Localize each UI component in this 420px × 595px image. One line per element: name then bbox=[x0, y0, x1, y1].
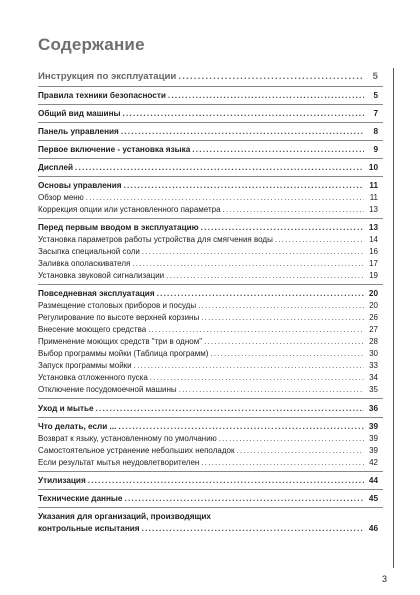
divider bbox=[38, 158, 383, 159]
toc-entry-title: Выбор программы мойки (Таблица программ) bbox=[38, 349, 209, 358]
toc-entry-first-line[interactable]: Указания для организаций, производящих bbox=[38, 512, 211, 521]
toc-leader bbox=[201, 223, 364, 232]
toc-entry-page: 45 bbox=[368, 494, 378, 503]
toc-entry-page: 20 bbox=[369, 301, 378, 310]
toc-entry[interactable] bbox=[38, 524, 378, 533]
toc-leader bbox=[204, 337, 364, 346]
toc-entry-page: 14 bbox=[369, 235, 378, 244]
toc-leader bbox=[192, 145, 364, 154]
toc-leader bbox=[134, 361, 364, 370]
divider bbox=[38, 417, 383, 418]
toc-entry[interactable] bbox=[38, 71, 378, 82]
toc-leader bbox=[275, 235, 364, 244]
toc-leader bbox=[150, 373, 364, 382]
toc-entry-title: Панель управления bbox=[38, 127, 119, 136]
toc-subentry[interactable] bbox=[38, 193, 378, 202]
toc-entry[interactable] bbox=[38, 289, 378, 298]
toc-entry-page: 5 bbox=[373, 91, 378, 100]
toc-entry-page: 27 bbox=[369, 325, 378, 334]
toc-leader bbox=[121, 127, 364, 136]
toc-entry-page: 19 bbox=[369, 271, 378, 280]
divider bbox=[38, 104, 383, 105]
divider bbox=[38, 471, 383, 472]
toc-entry-page: 35 bbox=[369, 385, 378, 394]
divider bbox=[38, 284, 383, 285]
toc-entry-page: 36 bbox=[368, 404, 378, 413]
toc-entry-page: 7 bbox=[373, 109, 378, 118]
toc-entry-page: 17 bbox=[369, 259, 378, 268]
toc-entry-title: Общий вид машины bbox=[38, 109, 121, 118]
toc-subentry[interactable] bbox=[38, 361, 378, 370]
toc-entry[interactable] bbox=[38, 223, 378, 232]
toc-subentry[interactable] bbox=[38, 313, 378, 322]
toc-leader bbox=[223, 205, 364, 214]
toc-entry-page: 42 bbox=[369, 458, 378, 467]
toc-entry-title: Обзор меню bbox=[38, 193, 84, 202]
toc-entry-title: Инструкция по эксплуатации bbox=[38, 71, 177, 82]
divider bbox=[38, 140, 383, 141]
divider bbox=[38, 218, 383, 219]
page-number: 3 bbox=[382, 574, 388, 584]
toc-entry[interactable] bbox=[38, 109, 378, 118]
toc-subentry[interactable] bbox=[38, 247, 378, 256]
toc-entry-page: 39 bbox=[369, 446, 378, 455]
toc-entry-title: Технические данные bbox=[38, 494, 123, 503]
toc-entry-title: Применение моющих средств "три в одном" bbox=[38, 337, 203, 346]
toc-entry-page: 46 bbox=[368, 524, 378, 533]
toc-leader bbox=[157, 289, 364, 298]
toc-subentry[interactable] bbox=[38, 235, 378, 244]
toc-entry-page: 11 bbox=[369, 181, 378, 190]
toc-entry-title: Внесение моющего средства bbox=[38, 325, 147, 334]
toc-leader bbox=[75, 163, 364, 172]
toc-entry-title: Размещение столовых приборов и посуды bbox=[38, 301, 197, 310]
toc-leader bbox=[179, 385, 364, 394]
toc-subentry[interactable] bbox=[38, 325, 378, 334]
toc-leader bbox=[198, 301, 364, 310]
toc-leader bbox=[148, 325, 364, 334]
toc-entry-page: 34 bbox=[369, 373, 378, 382]
toc-entry[interactable] bbox=[38, 145, 378, 154]
toc-entry-title: Дисплей bbox=[38, 163, 74, 172]
toc-leader bbox=[124, 494, 364, 503]
divider bbox=[38, 507, 383, 508]
toc-entry-title: контрольные испытания bbox=[38, 524, 140, 533]
toc-leader bbox=[142, 247, 364, 256]
toc-entry-title: Отключение посудомоечной машины bbox=[38, 385, 177, 394]
divider bbox=[38, 86, 383, 87]
toc-entry-title: Заливка ополаскивателя bbox=[38, 259, 131, 268]
toc-entry-title: Самостоятельное устранение небольших неполадок bbox=[38, 446, 235, 455]
toc-leader bbox=[201, 313, 364, 322]
toc-entry-page: 33 bbox=[369, 361, 378, 370]
toc-subentry[interactable] bbox=[38, 446, 378, 455]
toc-leader bbox=[142, 524, 364, 533]
toc-entry-page: 39 bbox=[369, 434, 378, 443]
divider bbox=[38, 489, 383, 490]
toc-leader bbox=[168, 91, 364, 100]
toc-entry-page: 20 bbox=[368, 289, 378, 298]
toc-entry-page: 13 bbox=[369, 205, 378, 214]
toc-entry-page: 16 bbox=[369, 247, 378, 256]
toc-entry-page: 9 bbox=[373, 145, 378, 154]
toc-subentry[interactable] bbox=[38, 205, 378, 214]
toc-leader bbox=[118, 422, 364, 431]
toc-entry-title: Что делать, если ... bbox=[38, 422, 117, 431]
toc-subentry[interactable] bbox=[38, 434, 378, 443]
page-title: Содержание bbox=[38, 35, 145, 54]
toc-leader bbox=[132, 259, 364, 268]
toc-entry-title: Коррекция опции или установленного параметра bbox=[38, 205, 221, 214]
toc-subentry[interactable] bbox=[38, 301, 378, 310]
toc-entry[interactable] bbox=[38, 404, 378, 413]
toc-leader bbox=[88, 476, 364, 485]
toc-leader bbox=[201, 458, 364, 467]
toc-entry-title: Установка звуковой сигнализации bbox=[38, 271, 165, 280]
toc-subentry[interactable] bbox=[38, 385, 378, 394]
toc-entry-title: Возврат к языку, установленному по умолчанию bbox=[38, 434, 217, 443]
toc-entry-title: Уход и мытье bbox=[38, 404, 94, 413]
toc-entry-title: Засыпка специальной соли bbox=[38, 247, 140, 256]
toc-leader bbox=[123, 109, 364, 118]
toc-entry[interactable] bbox=[38, 494, 378, 503]
toc-entry-page: 30 bbox=[369, 349, 378, 358]
toc-entry[interactable] bbox=[38, 91, 378, 100]
toc-entry[interactable] bbox=[38, 163, 378, 172]
divider bbox=[38, 176, 383, 177]
divider bbox=[38, 122, 383, 123]
toc-subentry[interactable] bbox=[38, 373, 378, 382]
toc-entry-title: Если результат мытья неудовлетворителен bbox=[38, 458, 200, 467]
toc-entry-title: Первое включение - установка языка bbox=[38, 145, 191, 154]
toc-entry-page: 13 bbox=[368, 223, 378, 232]
toc-entry-page: 11 bbox=[369, 193, 378, 202]
toc-leader bbox=[178, 71, 364, 82]
toc-entry[interactable] bbox=[38, 422, 378, 431]
toc-entry-page: 8 bbox=[373, 127, 378, 136]
toc-entry-page: 5 bbox=[372, 71, 378, 82]
toc-entry-title: Установка параметров работы устройства для смягчения воды bbox=[38, 235, 273, 244]
toc-entry[interactable] bbox=[38, 476, 378, 485]
toc-leader bbox=[166, 271, 364, 280]
toc-leader bbox=[96, 404, 364, 413]
toc-entry-title: Утилизация bbox=[38, 476, 86, 485]
toc-leader bbox=[219, 434, 364, 443]
vertical-rule bbox=[393, 68, 394, 568]
toc-entry-title: Установка отложенного пуска bbox=[38, 373, 148, 382]
toc-leader bbox=[124, 181, 364, 190]
toc-entry-title: Перед первым вводом в эксплуатацию bbox=[38, 223, 199, 232]
toc-entry-page: 26 bbox=[369, 313, 378, 322]
toc-entry-title: Правила техники безопасности bbox=[38, 91, 166, 100]
toc-leader bbox=[210, 349, 364, 358]
toc-entry-page: 39 bbox=[368, 422, 378, 431]
divider bbox=[38, 398, 383, 399]
toc-leader bbox=[86, 193, 364, 202]
toc-subentry[interactable] bbox=[38, 271, 378, 280]
toc-subentry[interactable] bbox=[38, 337, 378, 346]
toc-subentry[interactable] bbox=[38, 458, 378, 467]
toc-entry-page: 28 bbox=[369, 337, 378, 346]
toc-entry-title: Основы управления bbox=[38, 181, 122, 190]
toc-entry-title: Запуск программы мойки bbox=[38, 361, 132, 370]
toc-entry-title: Повседневная эксплуатация bbox=[38, 289, 155, 298]
toc-subentry[interactable] bbox=[38, 349, 378, 358]
toc-entry-page: 10 bbox=[368, 163, 378, 172]
toc-subentry[interactable] bbox=[38, 259, 378, 268]
toc-entry-page: 44 bbox=[368, 476, 378, 485]
toc-entry-title: Регулирование по высоте верхней корзины bbox=[38, 313, 200, 322]
toc-entry[interactable] bbox=[38, 127, 378, 136]
toc-leader bbox=[236, 446, 364, 455]
toc-entry[interactable] bbox=[38, 181, 378, 190]
